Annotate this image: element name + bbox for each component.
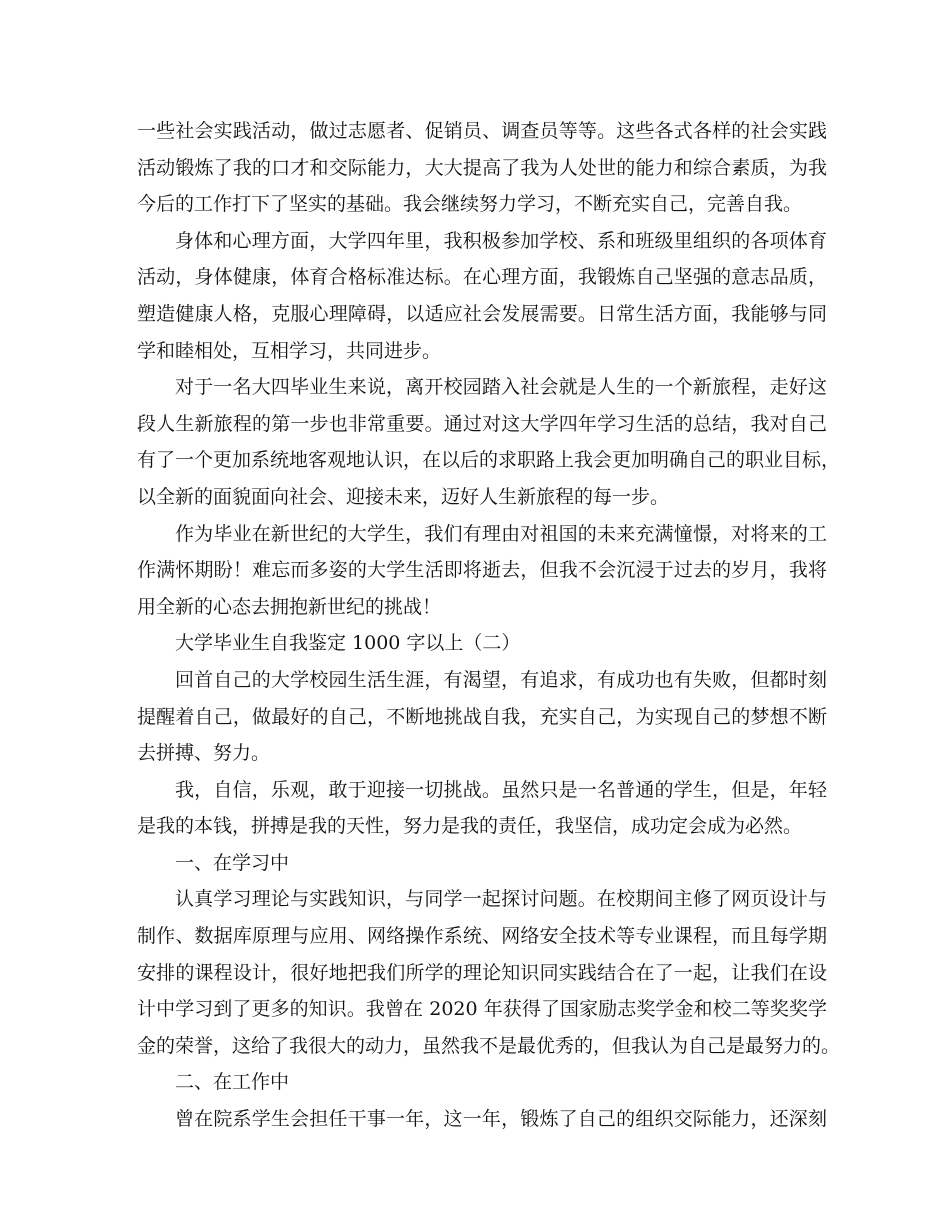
text-line: 用全新的心态去拥抱新世纪的挑战！ xyxy=(137,595,442,618)
text-line: 有了一个更加系统地客观地认识，在以后的求职路上我会更加明确自己的职业目标， xyxy=(137,449,841,472)
text-line: 二、在工作中 xyxy=(175,1071,290,1094)
text-line: 计中学习到了更多的知识。我曾在 2020 年获得了国家励志奖学金和校二等奖奖学 xyxy=(137,998,827,1021)
text-line: 制作、数据库原理与应用、网络操作系统、网络安全技术等专业课程，而且每学期 xyxy=(137,925,827,948)
text-line: 今后的工作打下了坚实的基础。我会继续努力学习，不断充实自己，完善自我。 xyxy=(137,193,803,216)
text-line: 安排的课程设计，很好地把我们所学的理论知识同实践结合在了一起，让我们在设 xyxy=(137,961,827,984)
text-line: 回首自己的大学校园生活生涯，有渴望，有追求，有成功也有失败，但都时刻 xyxy=(175,668,827,691)
text-line: 一、在学习中 xyxy=(175,851,290,874)
text-line: 塑造健康人格，克服心理障碍，以适应社会发展需要。日常生活方面，我能够与同 xyxy=(137,302,827,325)
text-line: 一些社会实践活动，做过志愿者、促销员、调查员等等。这些各式各样的社会实践 xyxy=(137,120,827,142)
text-line: 认真学习理论与实践知识，与同学一起探讨问题。在校期间主修了网页设计与 xyxy=(175,888,827,911)
text-line: 金的荣誉，这给了我很大的动力，虽然我不是最优秀的，但我认为自己是最努力的。 xyxy=(137,1034,841,1057)
text-line: 学和睦相处，互相学习，共同进步。 xyxy=(137,339,442,362)
text-line: 大学毕业生自我鉴定 1000 字以上（二） xyxy=(175,632,521,655)
text-line: 以全新的面貌面向社会、迎接未来，迈好人生新旅程的每一步。 xyxy=(137,485,670,508)
text-line: 段人生新旅程的第一步也非常重要。通过对这大学四年学习生活的总结，我对自己 xyxy=(137,412,827,435)
text-line: 作满怀期盼！难忘而多姿的大学生活即将逝去，但我不会沉浸于过去的岁月，我将 xyxy=(137,559,827,582)
text-line: 活动，身体健康，体育合格标准达标。在心理方面，我锻炼自己坚强的意志品质， xyxy=(137,266,827,289)
document-body xyxy=(137,113,841,1138)
text-line: 身体和心理方面，大学四年里，我积极参加学校、系和班级里组织的各项体育 xyxy=(175,229,827,252)
text-line: 我，自信，乐观，敢于迎接一切挑战。虽然只是一名普通的学生，但是，年轻 xyxy=(175,778,827,801)
text-line: 对于一名大四毕业生来说，离开校园踏入社会就是人生的一个新旅程，走好这 xyxy=(175,376,827,399)
text-line: 去拼搏、努力。 xyxy=(137,742,271,765)
text-line: 提醒着自己，做最好的自己，不断地挑战自我，充实自己，为实现自己的梦想不断 xyxy=(137,705,827,728)
text-line: 作为毕业在新世纪的大学生，我们有理由对祖国的未来充满憧憬，对将来的工 xyxy=(175,522,827,545)
text-line: 曾在院系学生会担任干事一年，这一年，锻炼了自己的组织交际能力，还深刻 xyxy=(175,1108,827,1131)
text-line: 是我的本钱，拼搏是我的天性，努力是我的责任，我坚信，成功定会成为必然。 xyxy=(137,815,803,838)
text-line: 活动锻炼了我的口才和交际能力，大大提高了我为人处世的能力和综合素质，为我 xyxy=(137,156,827,179)
